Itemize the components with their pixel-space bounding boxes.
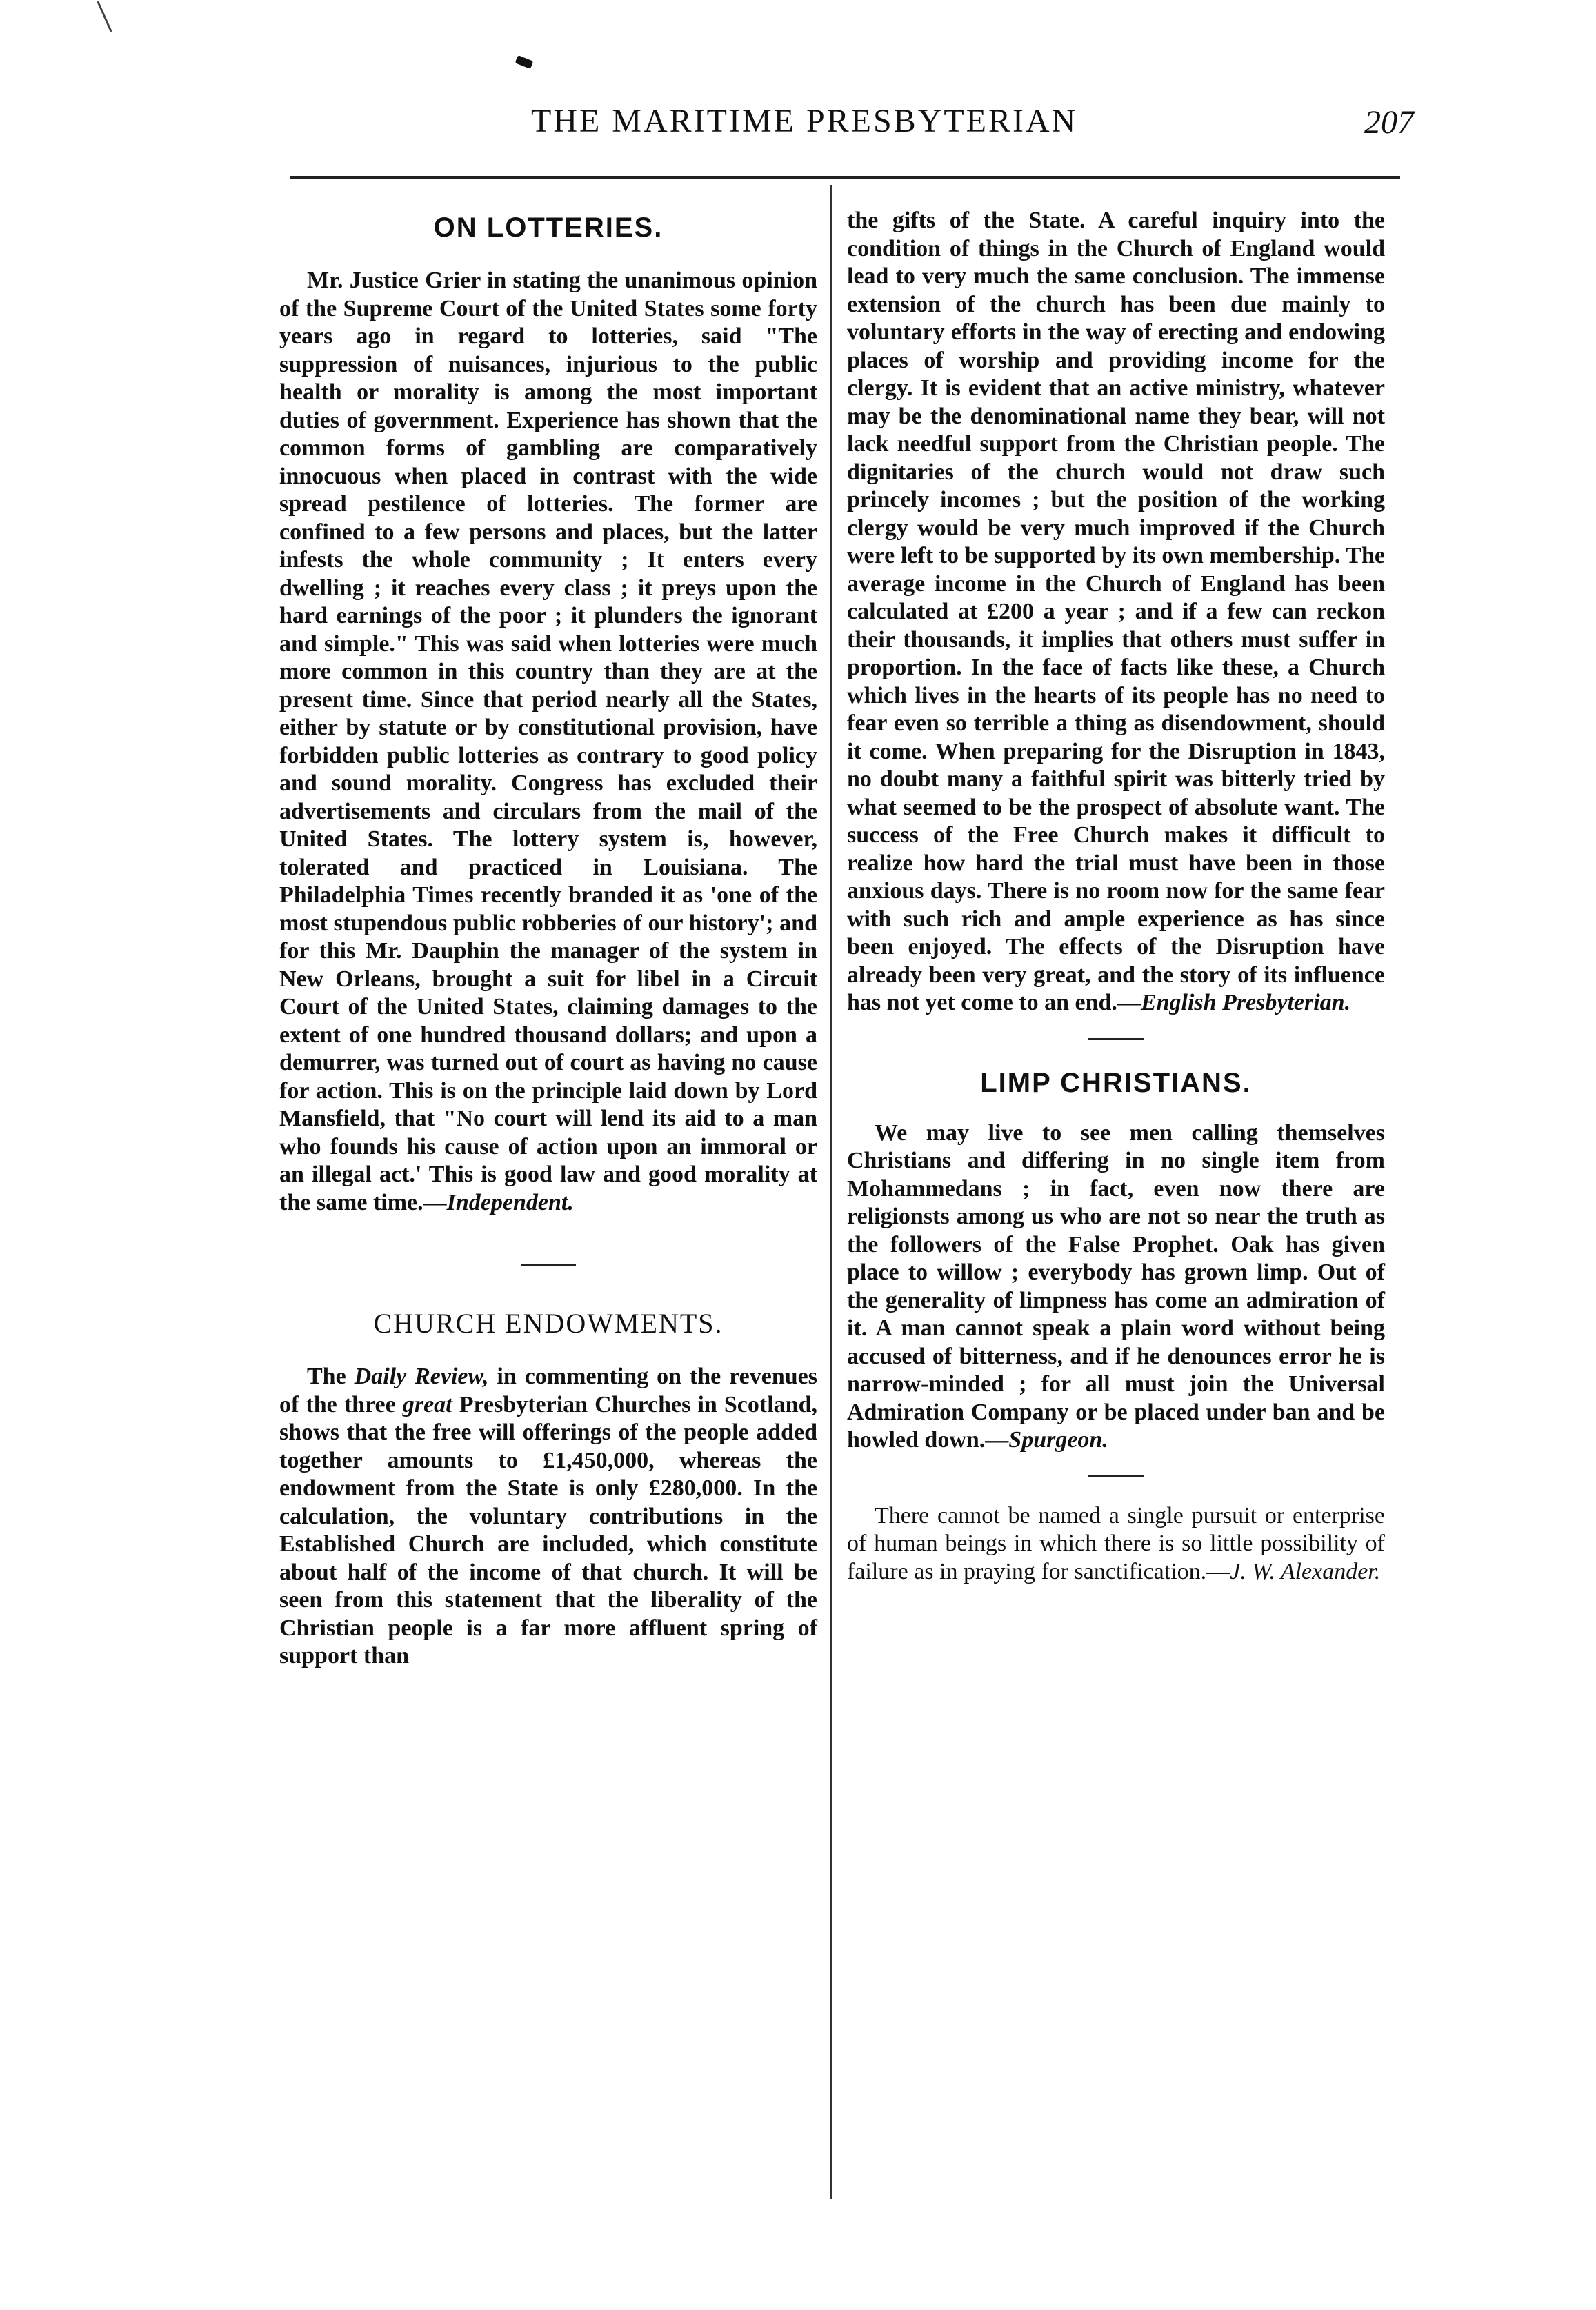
sanctification-text: There cannot be named a single pursuit or enterprise of human beings in which there is so little possibility of failure as in praying for sanctification.— xyxy=(847,1502,1385,1584)
page-header xyxy=(283,102,1414,150)
lotteries-source: Independent. xyxy=(446,1189,574,1215)
endowments-text-lead: The xyxy=(307,1364,355,1389)
header-title: THE MARITIME PRESBYTERIAN xyxy=(531,103,1078,139)
continuation-text: the gifts of the State. A careful inquiry into the condition of things in the Church of England would lead to very much the same conclusion. The immense extension of the church has been due mainly to voluntary efforts in the way of erecting and endowing places of worship and providing income for the clergy. It is evident that an active ministry, whatever may be the denominational name they bear, will not lack needful support from the Christian people. The dignitaries of the church would not draw such princely incomes ; but the position of the working clergy would be very much improved if the Church were left to be supported by its own membership. The average income in the Church of England has been calculated at £200 a year ; and if a few can reckon their thousands, it implies that others must suffer in proportion. In the face of facts like these, a Church which lives in the hearts of its people has no need to fear even so terrible a thing as disendowment, should it come. When preparing for the Disruption in 1843, no doubt many a faithful spirit was bitterly tried by what seemed to be the prospect of absolute want. The success of the Free Church makes it difficult to realize how hard the trial must have been in those anxious days. There is no room now for the same fear with such rich and ample experience as has since been enjoyed. The effects of the Disruption have already been very great, and the story of its influence has not yet come to an end.— xyxy=(847,208,1385,1015)
article-body-lotteries xyxy=(279,267,817,1217)
endowments-text-rest: Presbyterian Churches in Scotland, shows that the free will offerings of the people added together amounts to £1,450,000, whereas the endowment from the State is only £280,000. In the calculation, the voluntary contributions in the Established Church are included, which constitute about half of the income of that church. It will be seen from this statement that the liberality of the Christian people is a far more affluent spring of support than xyxy=(279,1391,817,1669)
sanctification-author: J. W. Alexander. xyxy=(1230,1558,1381,1584)
endowments-text-mid: in commenting on the revenues of the three xyxy=(279,1364,817,1417)
article-title-endowments: CHURCH ENDOWMENTS. xyxy=(373,1308,724,1339)
article-title-limp-christians: LIMP CHRISTIANS. xyxy=(980,1067,1252,1098)
limp-christians-source: Spurgeon. xyxy=(1008,1427,1108,1453)
left-column xyxy=(279,207,817,1671)
column-divider xyxy=(830,185,832,2199)
separator-1 xyxy=(521,1264,576,1266)
header-rule xyxy=(290,176,1400,179)
limp-christians-text: We may live to see men calling themselves Christians and differing in no single item from Mohammedans ; in fact, even now there are religionsts among us who are not so near the truth as the followers of the False Prophet. Oak has given place to willow ; everybody has grown limp. Out of the generality of limpness has come an admiration of it. A man cannot speak a plain word without being accused of bitterness, and if he denounces error he is narrow-minded ; for all must join the Universal Admiration Company or be placed under ban and be howled down.— xyxy=(847,1119,1385,1453)
ink-speck xyxy=(515,55,534,69)
page-number: 207 xyxy=(1364,104,1414,141)
scan-mark xyxy=(97,1,112,32)
article-title-lotteries: ON LOTTERIES. xyxy=(433,212,664,243)
article-body-continuation xyxy=(847,207,1385,1017)
endowments-great: great xyxy=(402,1391,452,1417)
article-body-limp-christians xyxy=(847,1119,1385,1455)
right-column xyxy=(847,207,1385,1586)
continuation-source: English Presbyterian. xyxy=(1140,990,1351,1015)
separator-2 xyxy=(1088,1038,1144,1040)
article-body-sanctification xyxy=(847,1502,1385,1586)
article-body-endowments xyxy=(279,1363,817,1671)
endowments-publication: Daily Review, xyxy=(354,1364,489,1389)
lotteries-text: Mr. Justice Grier in stating the unanimous opinion of the Supreme Court of the United States some forty years ago in regard to lotteries, said "The suppression of nuisances, injurious to the public health or morality is among the most important duties of government. Experience has shown that the common forms of gambling are comparatively innocuous when placed in contrast with the wide spread pestilence of lotteries. The former are confined to a few persons and places, but the latter infests the whole community ; It enters every dwelling ; it reaches every class ; it preys upon the hard earnings of the poor ; it plunders the ignorant and simple." This was said when lotteries were much more common in this country than they are at the present time. Since that period nearly all the States, either by statute or by constitutional provision, have forbidden public lotteries as contrary to good policy and sound morality. Congress has excluded their advertisements and circulars from the mail of the United States. The lottery system is, however, tolerated and practiced in Louisiana. The Philadelphia Times recently branded it as 'one of the most stupendous public robberies of our history'; and for this Mr. Dauphin the manager of the system in New Orleans, brought a suit for libel in a Circuit Court of the United States, claiming damages to the extent of one hundred thousand dollars; and upon a demurrer, was turned out of court as having no cause for action. This is on the principle laid down by Lord Mansfield, that "No court will lend its aid to a man who founds his cause of action upon an immoral or an illegal act.' This is good law and good morality at the same time.— xyxy=(279,268,817,1215)
separator-3 xyxy=(1088,1475,1144,1477)
